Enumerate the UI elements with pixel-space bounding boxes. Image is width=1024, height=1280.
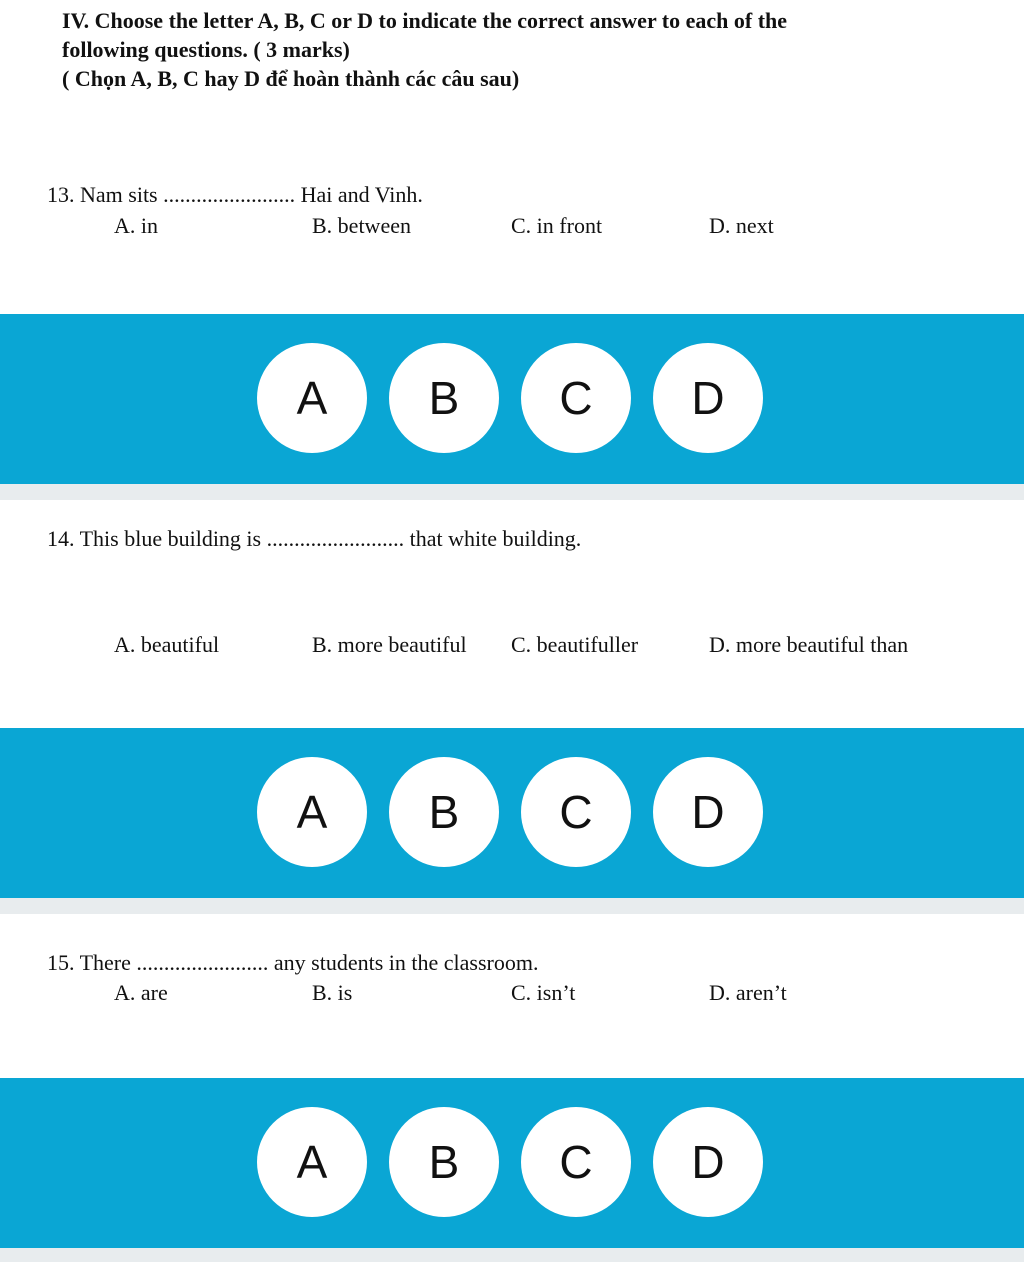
instructions-line-3: ( Chọn A, B, C hay D để hoàn thành các câu sau) [62,66,520,91]
instructions-line-2: following questions. ( 3 marks) [62,37,350,62]
answer-button-c[interactable]: C [521,343,631,453]
answer-button-c[interactable]: C [521,1107,631,1217]
answer-bar-13 [0,314,1024,484]
answer-button-a[interactable]: A [257,757,367,867]
question-15-option-a: A. are [114,980,168,1005]
answer-button-d[interactable]: D [653,1107,763,1217]
answer-button-b[interactable]: B [389,757,499,867]
question-15-text: 15. There ........................ any students in the classroom. [47,950,539,975]
question-13-option-a: A. in [114,213,158,238]
answer-button-b[interactable]: B [389,1107,499,1217]
separator [0,1248,1024,1262]
instructions-line-1: IV. Choose the letter A, B, C or D to indicate the correct answer to each of the [62,8,788,33]
answer-button-b[interactable]: B [389,343,499,453]
answer-button-a[interactable]: A [257,1107,367,1217]
question-14-option-d: D. more beautiful than [709,632,909,657]
question-15-option-d: D. aren’t [709,980,787,1005]
separator [0,484,1024,500]
answer-bar-14 [0,728,1024,898]
question-14-text: 14. This blue building is ......................... that white building. [47,526,582,551]
answer-button-a[interactable]: A [257,343,367,453]
answer-button-d[interactable]: D [653,757,763,867]
question-13-option-b: B. between [312,213,411,238]
question-15-option-b: B. is [312,980,353,1005]
answer-bar-15 [0,1078,1024,1248]
question-15-option-c: C. isn’t [511,980,576,1005]
question-13-text: 13. Nam sits ........................ Hai and Vinh. [47,182,423,207]
question-13-option-c: C. in front [511,213,603,238]
question-14-option-b: B. more beautiful [312,632,467,657]
answer-button-d[interactable]: D [653,343,763,453]
question-14-option-c: C. beautifuller [511,632,639,657]
separator [0,898,1024,914]
answer-button-c[interactable]: C [521,757,631,867]
question-13-option-d: D. next [709,213,774,238]
instructions-block [62,6,982,93]
question-14-option-a: A. beautiful [114,632,220,657]
